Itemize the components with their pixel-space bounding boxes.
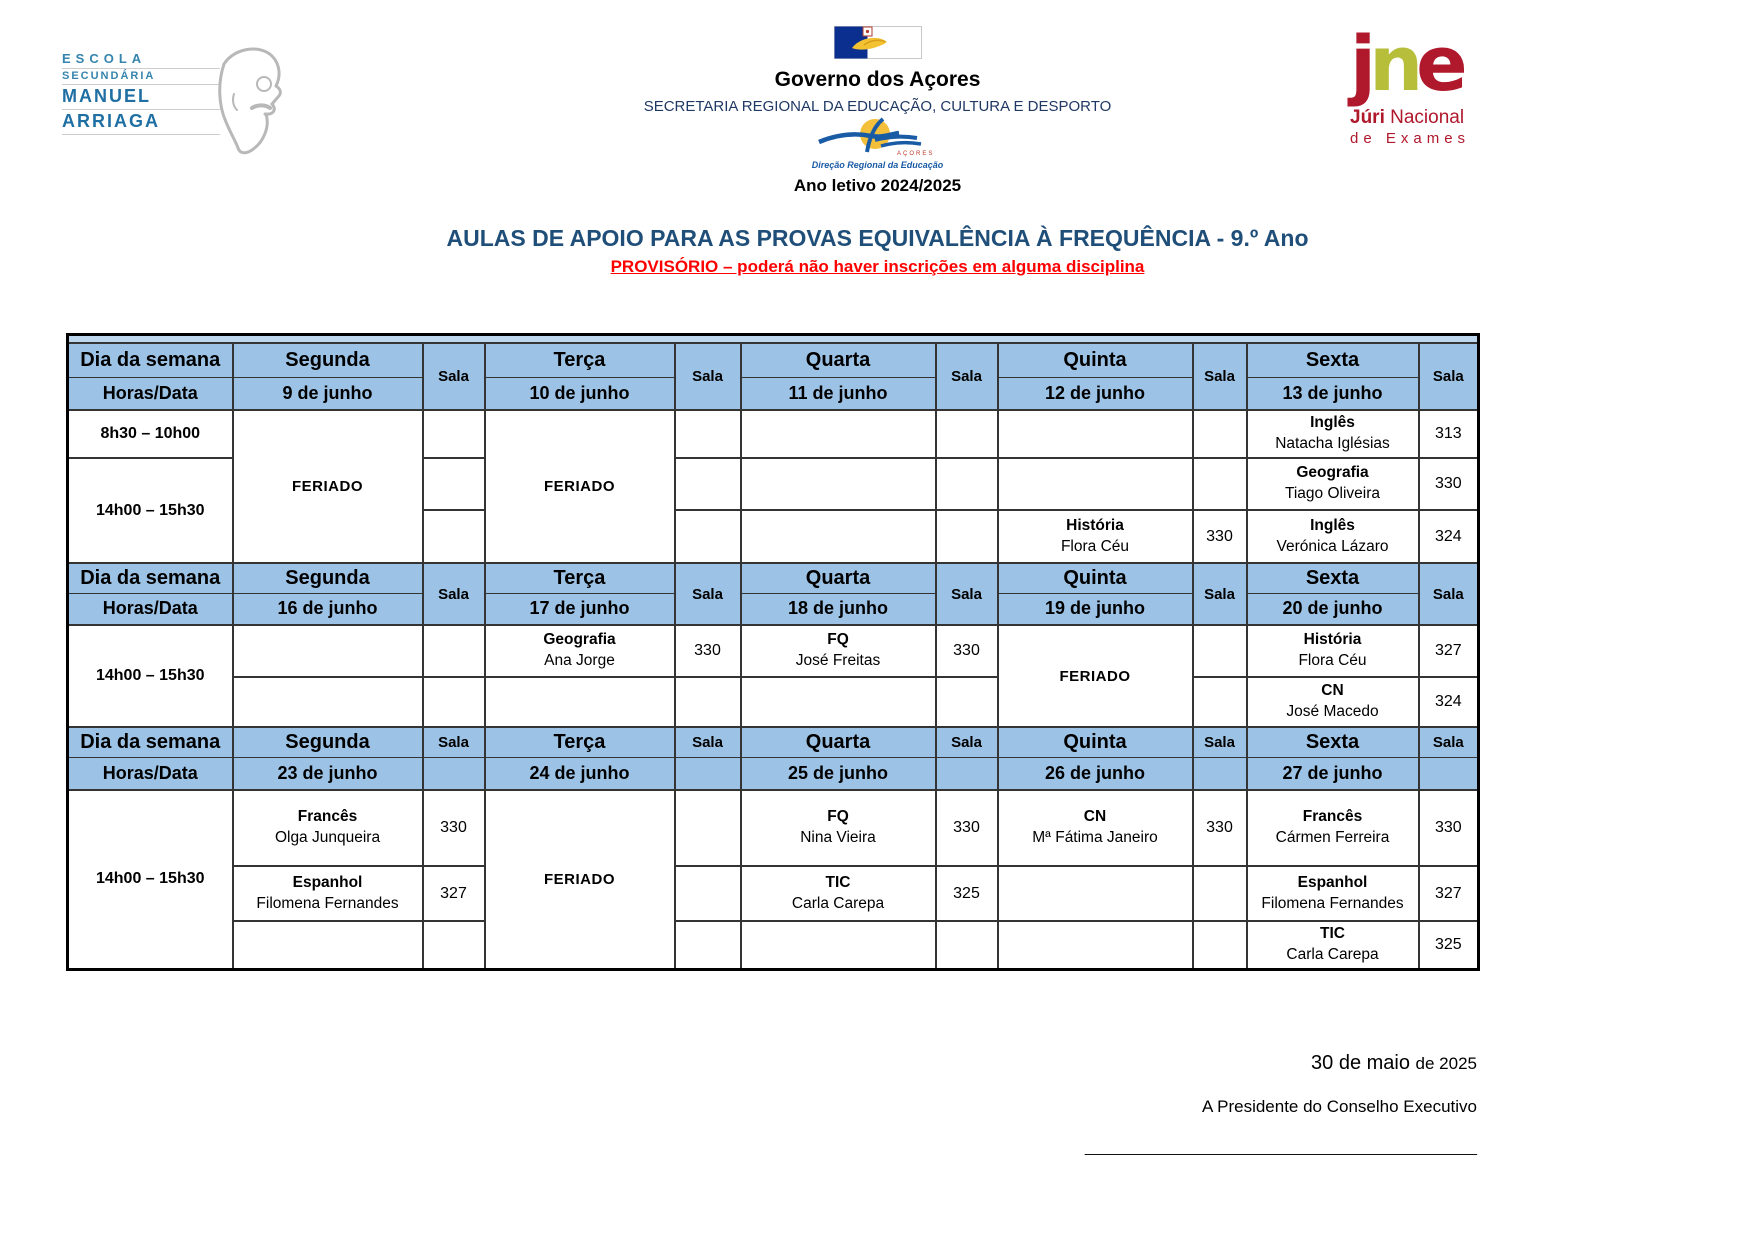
lesson-cell xyxy=(485,625,675,677)
school-logo-line: SECUNDÁRIA xyxy=(62,69,220,85)
empty-sala-cell xyxy=(675,510,741,563)
empty-lesson-cell xyxy=(741,677,936,727)
header-sala: Sala xyxy=(1419,563,1479,625)
lesson-cell xyxy=(1247,866,1419,921)
jne-letter-j: j xyxy=(1350,19,1370,108)
header-day: Quarta xyxy=(741,563,936,593)
jne-juri-text: Júri xyxy=(1350,106,1385,128)
lesson-sala: 327 xyxy=(423,866,485,921)
lesson-cell xyxy=(1247,921,1419,969)
lesson-cell xyxy=(1247,790,1419,866)
dre-logo-icon xyxy=(813,117,943,159)
lesson-teacher: Mª Fátima Janeiro xyxy=(1032,829,1158,846)
empty-sala-cell xyxy=(675,866,741,921)
lesson-subject: FQ xyxy=(827,808,849,826)
page-title: AULAS DE APOIO PARA AS PROVAS EQUIVALÊNCIA À FREQUÊNCIA - 9.º Ano xyxy=(446,225,1309,251)
header-date: 26 de junho xyxy=(998,757,1193,790)
lesson-subject: CN xyxy=(1083,808,1107,826)
school-year-label: Ano letivo 2024/2025 xyxy=(793,176,962,195)
header-date: 24 de junho xyxy=(485,757,675,790)
table-top-strip-cell xyxy=(68,335,1479,344)
lesson-teacher: Olga Junqueira xyxy=(274,829,381,846)
header-sala: Sala xyxy=(936,343,998,410)
feriado-cell: FERIADO xyxy=(233,410,423,563)
lesson-sala: 330 xyxy=(1193,790,1247,866)
empty-lesson-cell xyxy=(741,458,936,510)
header-date: 13 de junho xyxy=(1247,377,1419,410)
empty-sala-cell xyxy=(675,458,741,510)
header-sala: Sala xyxy=(936,727,998,757)
empty-sala-cell xyxy=(675,677,741,727)
empty-lesson-cell xyxy=(741,410,936,458)
header-hours-date: Horas/Data xyxy=(68,377,233,410)
jne-letter-n: n xyxy=(1369,19,1417,108)
lesson-sala: 330 xyxy=(936,790,998,866)
header-empty-sala xyxy=(1419,757,1479,790)
empty-sala-cell xyxy=(423,458,485,510)
empty-sala-cell xyxy=(423,410,485,458)
lesson-sala: 324 xyxy=(1419,677,1479,727)
lesson-subject: CN xyxy=(1321,682,1344,700)
lesson-teacher: Cármen Ferreira xyxy=(1275,829,1390,846)
lesson-sala: 330 xyxy=(423,790,485,866)
lesson-cell xyxy=(233,790,423,866)
lesson-subject: Geografia xyxy=(543,631,616,649)
header-date: 9 de junho xyxy=(233,377,423,410)
lesson-cell xyxy=(1247,410,1419,458)
school-logo-line: MANUEL xyxy=(62,85,220,110)
header-day: Quinta xyxy=(998,563,1193,593)
empty-lesson-cell xyxy=(233,625,423,677)
empty-sala-cell xyxy=(936,921,998,969)
empty-lesson-cell xyxy=(998,410,1193,458)
lesson-subject: Espanhol xyxy=(292,873,363,891)
lesson-teacher: Nina Vieira xyxy=(800,829,876,846)
empty-sala-cell xyxy=(675,790,741,866)
jne-caption-line2: de Exames xyxy=(1350,129,1471,147)
table-top-strip xyxy=(68,335,1479,344)
header-hours-date: Horas/Data xyxy=(68,593,233,625)
empty-lesson-cell xyxy=(998,921,1193,969)
empty-sala-cell xyxy=(936,510,998,563)
lesson-teacher: Tiago Oliveira xyxy=(1284,485,1381,502)
header-day-of-week: Dia da semana xyxy=(68,563,233,593)
lesson-subject: História xyxy=(1303,631,1362,649)
time-slot: 14h00 – 15h30 xyxy=(68,625,233,727)
lesson-subject: Inglês xyxy=(1310,516,1355,534)
header-sala: Sala xyxy=(423,343,485,410)
jne-letter-e: e xyxy=(1416,19,1461,108)
footer-block xyxy=(1085,1052,1477,1156)
empty-sala-cell xyxy=(1193,458,1247,510)
lesson-cell xyxy=(741,625,936,677)
header-sala: Sala xyxy=(936,563,998,625)
header-day: Segunda xyxy=(233,727,423,757)
document-date-main: 30 de maio xyxy=(1311,1052,1416,1074)
lesson-subject: Espanhol xyxy=(1297,873,1368,891)
empty-sala-cell xyxy=(675,921,741,969)
lesson-teacher: Carla Carepa xyxy=(1286,945,1379,963)
header-sala: Sala xyxy=(1419,727,1479,757)
lesson-teacher: Filomena Fernandes xyxy=(256,894,399,912)
empty-lesson-cell xyxy=(233,677,423,727)
empty-sala-cell xyxy=(936,458,998,510)
lesson-subject: TIC xyxy=(1320,924,1345,942)
provisional-note: PROVISÓRIO – poderá não haver inscrições em alguma disciplina xyxy=(610,257,1145,276)
empty-sala-cell xyxy=(423,625,485,677)
header-sala: Sala xyxy=(675,343,741,410)
lesson-sala: 327 xyxy=(1419,866,1479,921)
header-date: 17 de junho xyxy=(485,593,675,625)
lesson-teacher: Flora Céu xyxy=(1298,652,1367,669)
empty-lesson-cell xyxy=(233,921,423,969)
lesson-sala: 313 xyxy=(1419,410,1479,458)
lesson-subject: Francês xyxy=(297,808,358,826)
empty-sala-cell xyxy=(423,921,485,969)
header-day: Quarta xyxy=(741,727,936,757)
header-date: 11 de junho xyxy=(741,377,936,410)
feriado-cell: FERIADO xyxy=(485,790,675,969)
empty-lesson-cell xyxy=(741,510,936,563)
dre-caption: Direção Regional da Educação xyxy=(811,160,944,170)
lesson-cell xyxy=(1247,510,1419,563)
header-empty-sala xyxy=(1193,757,1247,790)
lesson-subject: Francês xyxy=(1302,808,1363,826)
jne-logo xyxy=(1350,19,1490,147)
school-logo-line: ARRIAGA xyxy=(62,110,220,135)
empty-sala-cell xyxy=(1193,625,1247,677)
header-sala: Sala xyxy=(423,727,485,757)
lesson-sala: 325 xyxy=(1419,921,1479,969)
lesson-sala: 330 xyxy=(1419,458,1479,510)
lesson-subject: História xyxy=(1066,516,1124,534)
azores-flag-icon xyxy=(834,26,922,59)
lesson-teacher: Ana Jorge xyxy=(544,652,615,669)
header-day: Sexta xyxy=(1247,343,1419,377)
lesson-teacher: José Freitas xyxy=(795,652,881,669)
lesson-cell xyxy=(998,790,1193,866)
lesson-teacher: Flora Céu xyxy=(1060,537,1130,555)
time-slot: 14h00 – 15h30 xyxy=(68,790,233,969)
lesson-cell xyxy=(998,510,1193,563)
empty-sala-cell xyxy=(936,677,998,727)
lesson-cell xyxy=(1247,458,1419,510)
header-date: 19 de junho xyxy=(998,593,1193,625)
header-day: Quinta xyxy=(998,727,1193,757)
header-date: 10 de junho xyxy=(485,377,675,410)
header-empty-sala xyxy=(423,757,485,790)
header-date: 16 de junho xyxy=(233,593,423,625)
lesson-cell xyxy=(1247,677,1419,727)
header-sala: Sala xyxy=(1193,563,1247,625)
lesson-subject: TIC xyxy=(825,873,851,891)
header-sala: Sala xyxy=(1193,727,1247,757)
feriado-cell: FERIADO xyxy=(998,625,1193,727)
empty-lesson-cell xyxy=(998,866,1193,921)
empty-lesson-cell xyxy=(485,677,675,727)
header-day: Quarta xyxy=(741,343,936,377)
empty-sala-cell xyxy=(675,410,741,458)
dre-logo xyxy=(0,117,1755,170)
dre-acores-text: AÇORES xyxy=(896,151,934,157)
empty-sala-cell xyxy=(423,510,485,563)
header-sala: Sala xyxy=(1193,343,1247,410)
lesson-cell xyxy=(1247,625,1419,677)
secretaria-subtitle: SECRETARIA REGIONAL DA EDUCAÇÃO, CULTURA E DESPORTO xyxy=(643,98,1112,115)
empty-sala-cell xyxy=(1193,866,1247,921)
empty-sala-cell xyxy=(423,677,485,727)
header-day: Sexta xyxy=(1247,727,1419,757)
lesson-sala: 330 xyxy=(675,625,741,677)
lesson-sala: 330 xyxy=(1419,790,1479,866)
signature-line: _______________________________________________ xyxy=(1084,1139,1477,1156)
government-title: Governo dos Açores xyxy=(774,68,981,91)
header-day: Terça xyxy=(485,727,675,757)
lesson-sala: 330 xyxy=(936,625,998,677)
header-sala: Sala xyxy=(1419,343,1479,410)
government-block xyxy=(0,26,1755,170)
document-date xyxy=(1085,1052,1477,1075)
lesson-cell xyxy=(741,866,936,921)
signature-title: A Presidente do Conselho Executivo xyxy=(1201,1097,1477,1116)
header-date: 25 de junho xyxy=(741,757,936,790)
document-date-year: de 2025 xyxy=(1415,1054,1477,1073)
time-slot: 14h00 – 15h30 xyxy=(68,458,233,563)
header-sala: Sala xyxy=(675,727,741,757)
jne-letters xyxy=(1350,19,1490,108)
empty-sala-cell xyxy=(1193,677,1247,727)
header-date: 18 de junho xyxy=(741,593,936,625)
lesson-sala: 327 xyxy=(1419,625,1479,677)
header-sala: Sala xyxy=(675,563,741,625)
lesson-cell xyxy=(741,790,936,866)
lesson-subject: Inglês xyxy=(1310,414,1355,432)
header-day-of-week: Dia da semana xyxy=(68,727,233,757)
header-day-of-week: Dia da semana xyxy=(68,343,233,377)
lesson-teacher: Carla Carepa xyxy=(791,894,885,912)
feriado-cell: FERIADO xyxy=(485,410,675,563)
header-date: 20 de junho xyxy=(1247,593,1419,625)
time-slot: 8h30 – 10h00 xyxy=(68,410,233,458)
lesson-sala: 330 xyxy=(1193,510,1247,563)
empty-sala-cell xyxy=(1193,410,1247,458)
lesson-subject: Geografia xyxy=(1296,464,1369,482)
header-day: Terça xyxy=(485,343,675,377)
lesson-teacher: Natacha Iglésias xyxy=(1275,435,1390,452)
lesson-teacher: Verónica Lázaro xyxy=(1276,537,1389,555)
header-hours-date: Horas/Data xyxy=(68,757,233,790)
empty-sala-cell xyxy=(1193,921,1247,969)
header-sala: Sala xyxy=(423,563,485,625)
header-day: Terça xyxy=(485,563,675,593)
lesson-sala: 325 xyxy=(936,866,998,921)
lesson-teacher: José Macedo xyxy=(1286,703,1379,720)
header-day: Segunda xyxy=(233,343,423,377)
lesson-teacher: Filomena Fernandes xyxy=(1261,894,1404,912)
empty-lesson-cell xyxy=(998,458,1193,510)
header-empty-sala xyxy=(936,757,998,790)
header-date: 12 de junho xyxy=(998,377,1193,410)
lesson-sala: 324 xyxy=(1419,510,1479,563)
school-logo-line: ESCOLA xyxy=(62,50,220,69)
header-day: Quinta xyxy=(998,343,1193,377)
header-day: Sexta xyxy=(1247,563,1419,593)
schedule-table xyxy=(66,333,1480,971)
header-date: 23 de junho xyxy=(233,757,423,790)
lesson-subject: FQ xyxy=(827,631,849,649)
empty-sala-cell xyxy=(936,410,998,458)
jne-caption-line1 xyxy=(1350,107,1490,129)
empty-lesson-cell xyxy=(741,921,936,969)
header-day: Segunda xyxy=(233,563,423,593)
jne-nacional-text: Nacional xyxy=(1384,106,1465,128)
header-empty-sala xyxy=(675,757,741,790)
header-date: 27 de junho xyxy=(1247,757,1419,790)
lesson-cell xyxy=(233,866,423,921)
